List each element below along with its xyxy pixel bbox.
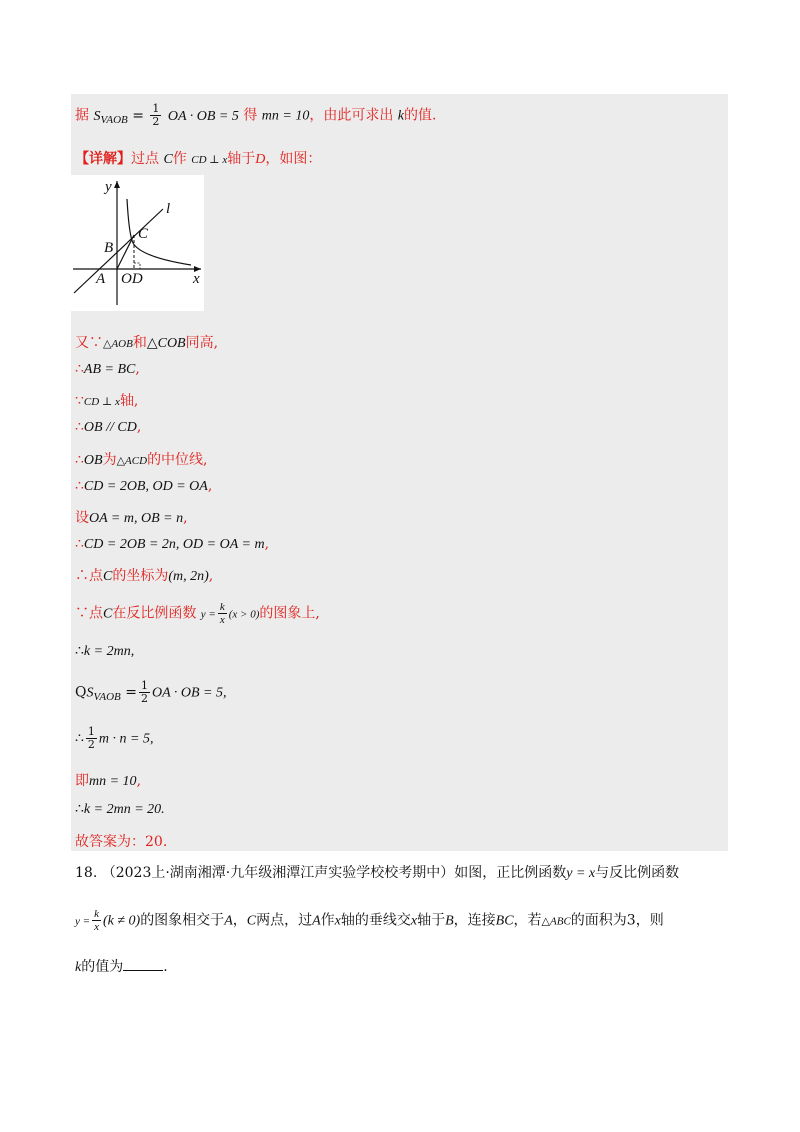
graph-svg xyxy=(71,175,204,311)
label-y: y xyxy=(105,179,112,195)
question-18-line2: y = $\frac{k}{x}$ (k ≠ 0)的图象相交于A，C两点，过A作x轴的垂线交x轴于B，连接BC，若△ABC的面积为3，则 xyxy=(75,908,664,933)
step-10: ∵点C在反比例函数 y = $\frac{k}{x}$ (x > 0)的图象上, xyxy=(75,601,320,626)
var-k: k xyxy=(397,108,405,124)
label-a: A xyxy=(96,271,106,287)
y-axis-arrow xyxy=(114,181,120,188)
step-6: ∴CD = 2OB, OD = OA, xyxy=(75,478,213,494)
point-c: C xyxy=(163,152,173,167)
label-x: x xyxy=(193,271,200,287)
question-18-line3: k的值为 . xyxy=(75,959,168,975)
text-end: 的值. xyxy=(404,107,437,124)
step-4: ∴OB // CD, xyxy=(75,419,142,435)
expr-oa-ob: OA · OB = 5 xyxy=(167,108,239,124)
step-1: 又∵△AOB和△COB同高, xyxy=(75,335,219,351)
step-14: 即mn = 10, xyxy=(75,773,142,789)
graph-figure xyxy=(71,175,204,311)
step-3: ∵CD ⊥ x轴, xyxy=(75,393,139,409)
right-angle-mark xyxy=(134,263,140,269)
area-subscript: VAOB xyxy=(100,114,128,127)
text-ju: 据 xyxy=(75,107,89,124)
step-7: 设OA = m, OB = n, xyxy=(75,510,188,526)
question-number: 18. xyxy=(75,865,98,881)
equals: = xyxy=(132,107,144,124)
detail-text1: 过点 xyxy=(131,151,159,167)
text-de: 得 xyxy=(243,107,258,124)
step-12: $QS_{VAOB}$ = $\frac{1}{2}$ OA · OB = 5, xyxy=(75,679,227,705)
question-18-line1: 18. （2023上·湖南湘潭·九年级湘潭江声实验学校校考期中）如图，正比例函数y = x与反比例函数 xyxy=(75,865,680,881)
hyperbola xyxy=(127,199,191,265)
analysis-line xyxy=(75,103,436,128)
detail-tag: 【详解】 xyxy=(75,151,131,167)
question-source: （2023上·湖南湘潭·九年级湘潭江声实验学校校考期中）如图，正比例函数 xyxy=(101,865,567,881)
expr-mn10: mn = 10 xyxy=(261,108,310,124)
detail-text2: 作 xyxy=(172,151,187,167)
step-2: ∴AB = BC, xyxy=(75,361,140,377)
point-d: D xyxy=(255,152,266,167)
text-rest: ，由此可求出 xyxy=(309,107,394,124)
fraction-half: $\frac{1}{2}$ xyxy=(152,102,160,128)
detail-text3: 轴于 xyxy=(227,151,256,167)
expr-y-eq-x: y = x xyxy=(566,866,596,881)
label-c: C xyxy=(138,226,149,242)
detail-text4: ，如图： xyxy=(265,151,322,167)
segment-oc xyxy=(117,235,134,269)
detail-line xyxy=(75,148,321,168)
step-5: ∴OB为△ACD的中位线, xyxy=(75,452,208,468)
step-8: ∴CD = 2OB = 2n, OD = OA = m, xyxy=(75,536,270,552)
expr-perp: CD ⊥ x xyxy=(191,154,228,166)
label-b: B xyxy=(104,240,114,256)
answer-blank xyxy=(123,958,163,971)
step-16-answer: 故答案为：20. xyxy=(75,834,168,850)
label-l: l xyxy=(166,201,171,217)
step-11: ∴k = 2mn, xyxy=(75,643,135,659)
step-13: ∴ $\frac{1}{2}$ m · n = 5, xyxy=(75,725,154,751)
line-l xyxy=(74,209,163,293)
step-9: ∴点C的坐标为(m, 2n), xyxy=(75,568,214,584)
step-15: ∴k = 2mn = 20. xyxy=(75,801,165,817)
label-od: OD xyxy=(121,271,143,287)
area-symbol: S xyxy=(93,108,101,124)
